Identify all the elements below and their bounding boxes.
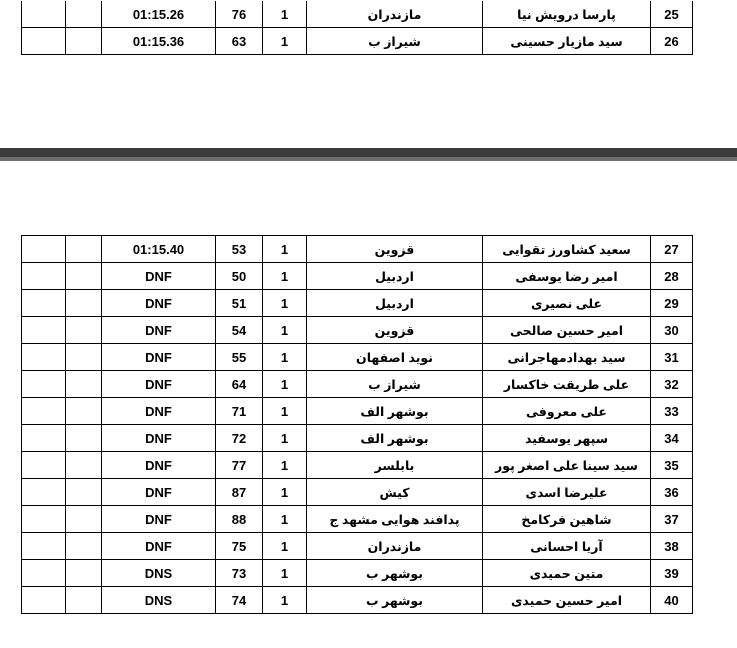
time-cell: DNS (102, 587, 216, 614)
bib-cell: 73 (216, 560, 263, 587)
bib-cell: 55 (216, 344, 263, 371)
empty-cell-1 (22, 28, 66, 55)
table-row (22, 1, 693, 28)
table-row (22, 425, 693, 452)
laps-cell: 1 (263, 1, 307, 28)
table-row (22, 28, 693, 55)
name-cell: امیر حسین حمیدی (483, 587, 651, 614)
team-cell: بابلسر (307, 452, 483, 479)
empty-cell-1 (22, 425, 66, 452)
laps-cell: 1 (263, 533, 307, 560)
rank-cell: 29 (651, 290, 693, 317)
laps-cell: 1 (263, 506, 307, 533)
time-cell: DNF (102, 425, 216, 452)
empty-cell-1 (22, 344, 66, 371)
laps-cell: 1 (263, 371, 307, 398)
team-cell: بوشهر ب (307, 587, 483, 614)
time-cell: DNS (102, 560, 216, 587)
team-cell: بوشهر الف (307, 425, 483, 452)
time-cell: DNF (102, 479, 216, 506)
rank-cell: 27 (651, 236, 693, 263)
table-row (22, 533, 693, 560)
team-cell: اردبیل (307, 290, 483, 317)
laps-cell: 1 (263, 560, 307, 587)
time-cell: DNF (102, 263, 216, 290)
empty-cell-1 (22, 1, 66, 28)
time-cell: DNF (102, 398, 216, 425)
name-cell: سپهر یوسفید (483, 425, 651, 452)
empty-cell-2 (66, 344, 102, 371)
rank-cell: 35 (651, 452, 693, 479)
bib-cell: 63 (216, 28, 263, 55)
name-cell: علی نصیری (483, 290, 651, 317)
team-cell: مازندران (307, 533, 483, 560)
rank-cell: 37 (651, 506, 693, 533)
time-cell: DNF (102, 344, 216, 371)
empty-cell-2 (66, 290, 102, 317)
empty-cell-1 (22, 533, 66, 560)
rank-cell: 26 (651, 28, 693, 55)
empty-cell-2 (66, 236, 102, 263)
laps-cell: 1 (263, 398, 307, 425)
empty-cell-1 (22, 371, 66, 398)
rank-cell: 36 (651, 479, 693, 506)
empty-cell-1 (22, 479, 66, 506)
empty-cell-1 (22, 560, 66, 587)
empty-cell-2 (66, 560, 102, 587)
name-cell: سعید کشاورز تقوایی (483, 236, 651, 263)
team-cell: مازندران (307, 1, 483, 28)
time-cell: DNF (102, 533, 216, 560)
team-cell: قزوین (307, 236, 483, 263)
empty-cell-2 (66, 533, 102, 560)
time-cell: 01:15.40 (102, 236, 216, 263)
laps-cell: 1 (263, 290, 307, 317)
time-cell: 01:15.36 (102, 28, 216, 55)
bib-cell: 74 (216, 587, 263, 614)
page-break-divider (0, 148, 737, 161)
table-row (22, 290, 693, 317)
table-row (22, 317, 693, 344)
empty-cell-2 (66, 371, 102, 398)
laps-cell: 1 (263, 425, 307, 452)
laps-cell: 1 (263, 587, 307, 614)
team-cell: اردبیل (307, 263, 483, 290)
laps-cell: 1 (263, 479, 307, 506)
empty-cell-1 (22, 506, 66, 533)
table-row (22, 452, 693, 479)
table-row (22, 506, 693, 533)
rank-cell: 25 (651, 1, 693, 28)
empty-cell-2 (66, 1, 102, 28)
name-cell: امیر رضا یوسفی (483, 263, 651, 290)
bib-cell: 87 (216, 479, 263, 506)
bib-cell: 71 (216, 398, 263, 425)
name-cell: آریا احسانی (483, 533, 651, 560)
results-table-top (21, 1, 693, 55)
rank-cell: 28 (651, 263, 693, 290)
name-cell: سید بهدادمهاجرانی (483, 344, 651, 371)
laps-cell: 1 (263, 236, 307, 263)
team-cell: کیش (307, 479, 483, 506)
table-row (22, 560, 693, 587)
empty-cell-2 (66, 587, 102, 614)
team-cell: نوید اصفهان (307, 344, 483, 371)
time-cell: DNF (102, 506, 216, 533)
name-cell: امیر حسین صالحی (483, 317, 651, 344)
rank-cell: 34 (651, 425, 693, 452)
laps-cell: 1 (263, 344, 307, 371)
time-cell: DNF (102, 317, 216, 344)
name-cell: علیرضا اسدی (483, 479, 651, 506)
bib-cell: 50 (216, 263, 263, 290)
laps-cell: 1 (263, 263, 307, 290)
results-table-bottom (21, 235, 693, 614)
table-row (22, 398, 693, 425)
bib-cell: 51 (216, 290, 263, 317)
laps-cell: 1 (263, 28, 307, 55)
rank-cell: 33 (651, 398, 693, 425)
empty-cell-1 (22, 587, 66, 614)
bib-cell: 75 (216, 533, 263, 560)
name-cell: شاهین فرکامخ (483, 506, 651, 533)
name-cell: علی معروفی (483, 398, 651, 425)
name-cell: سید مازیار حسینی (483, 28, 651, 55)
bib-cell: 76 (216, 1, 263, 28)
time-cell: DNF (102, 371, 216, 398)
empty-cell-1 (22, 452, 66, 479)
team-cell: قزوین (307, 317, 483, 344)
table-row (22, 263, 693, 290)
table-row (22, 371, 693, 398)
team-cell: بوشهر ب (307, 560, 483, 587)
empty-cell-1 (22, 290, 66, 317)
time-cell: DNF (102, 290, 216, 317)
team-cell: شیراز ب (307, 28, 483, 55)
rank-cell: 30 (651, 317, 693, 344)
empty-cell-1 (22, 317, 66, 344)
empty-cell-2 (66, 479, 102, 506)
team-cell: پدافند هوایی مشهد ج (307, 506, 483, 533)
bib-cell: 88 (216, 506, 263, 533)
rank-cell: 40 (651, 587, 693, 614)
empty-cell-1 (22, 263, 66, 290)
table-row (22, 479, 693, 506)
bib-cell: 54 (216, 317, 263, 344)
bib-cell: 72 (216, 425, 263, 452)
name-cell: سید سینا علی اصغر پور (483, 452, 651, 479)
rank-cell: 38 (651, 533, 693, 560)
rank-cell: 39 (651, 560, 693, 587)
rank-cell: 32 (651, 371, 693, 398)
name-cell: متین حمیدی (483, 560, 651, 587)
empty-cell-2 (66, 263, 102, 290)
table-row (22, 344, 693, 371)
empty-cell-2 (66, 425, 102, 452)
time-cell: 01:15.26 (102, 1, 216, 28)
time-cell: DNF (102, 452, 216, 479)
bib-cell: 77 (216, 452, 263, 479)
empty-cell-2 (66, 452, 102, 479)
rank-cell: 31 (651, 344, 693, 371)
empty-cell-2 (66, 506, 102, 533)
empty-cell-1 (22, 398, 66, 425)
table-row (22, 587, 693, 614)
bib-cell: 64 (216, 371, 263, 398)
laps-cell: 1 (263, 452, 307, 479)
laps-cell: 1 (263, 317, 307, 344)
team-cell: بوشهر الف (307, 398, 483, 425)
empty-cell-2 (66, 398, 102, 425)
empty-cell-2 (66, 28, 102, 55)
empty-cell-2 (66, 317, 102, 344)
name-cell: علی طریقت خاکسار (483, 371, 651, 398)
table-row (22, 236, 693, 263)
empty-cell-1 (22, 236, 66, 263)
team-cell: شیراز ب (307, 371, 483, 398)
bib-cell: 53 (216, 236, 263, 263)
name-cell: پارسا درویش نیا (483, 1, 651, 28)
